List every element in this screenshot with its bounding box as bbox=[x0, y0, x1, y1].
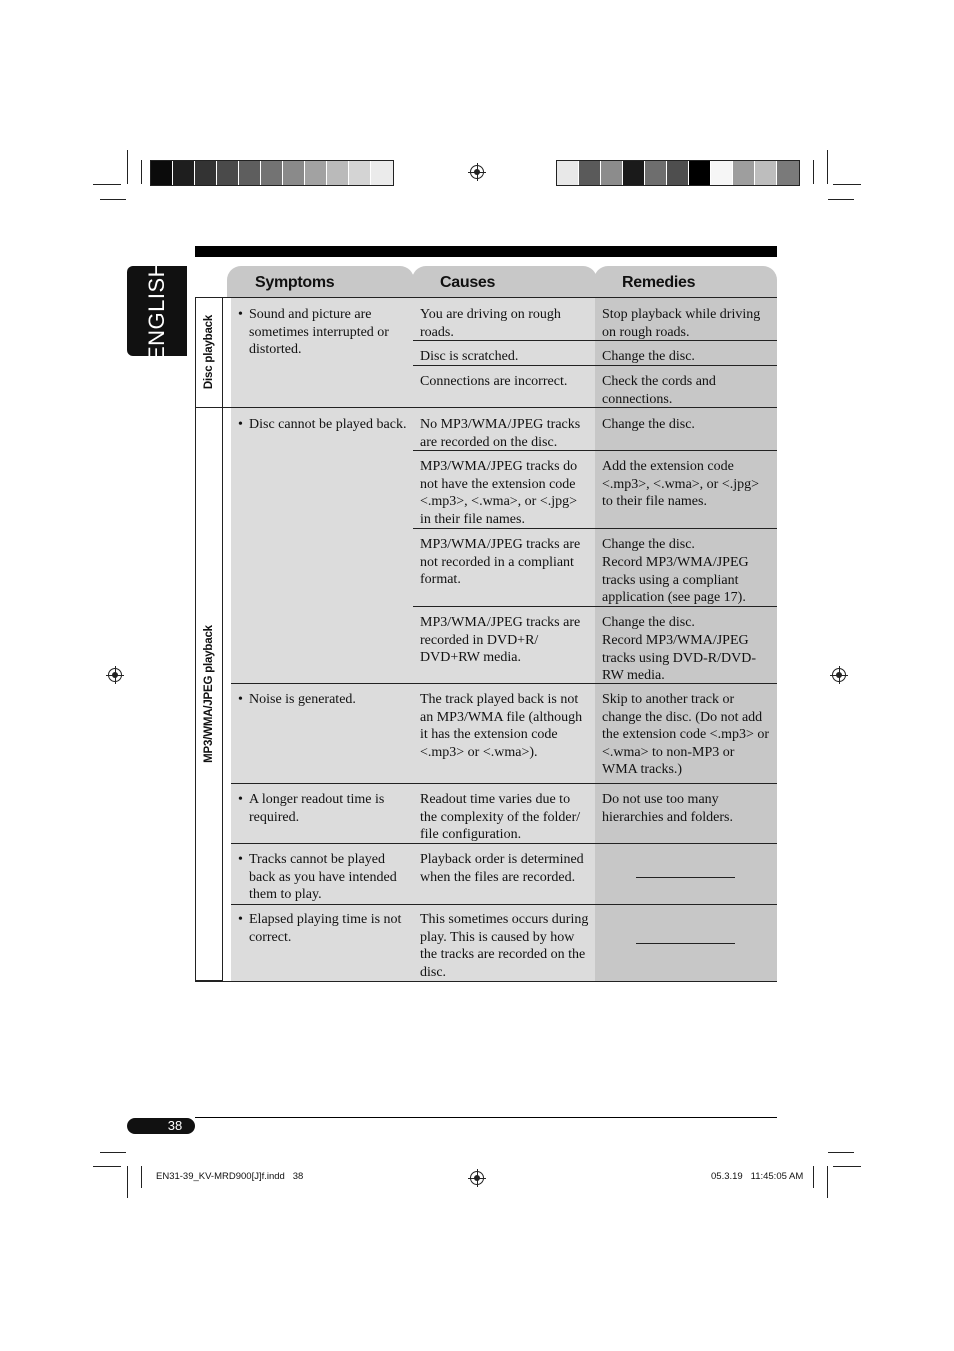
remedy-cell: Check the cords and connections. bbox=[602, 374, 716, 407]
crop-mark bbox=[828, 199, 854, 200]
symptom-cell: • Sound and picture are sometimes interrupted or distorted. bbox=[231, 301, 413, 359]
cause-cell: Connections are incorrect. bbox=[420, 374, 568, 389]
remedy-cell: Add the extension code <.mp3>, <.wma>, or <.jpg> to their file names. bbox=[602, 459, 760, 510]
crop-mark bbox=[833, 184, 861, 185]
cause-cell: The track played back is not an MP3/WMA file (although it has the extension code <.mp3> or <.wma>). bbox=[420, 692, 583, 760]
row-divider bbox=[231, 683, 777, 684]
page-number: 38 bbox=[127, 1118, 195, 1134]
symptom-cell: • Tracks cannot be played back as you have intended them to play. bbox=[231, 846, 413, 904]
crop-mark bbox=[141, 1166, 142, 1188]
registration-mark-icon bbox=[108, 668, 122, 682]
row-divider bbox=[231, 843, 777, 844]
header-underline bbox=[223, 297, 777, 298]
row-divider bbox=[231, 783, 777, 784]
section-label-mp3: MP3/WMA/JPEG playback bbox=[203, 625, 215, 763]
cause-cell: MP3/WMA/JPEG tracks are recorded in DVD+R/ DVD+RW media. bbox=[420, 615, 581, 666]
symptom-cell: • A longer readout time is required. bbox=[231, 786, 413, 826]
file-slug: EN31-39_KV-MRD900[J]f.indd 38 bbox=[156, 1171, 304, 1182]
row-divider bbox=[231, 904, 777, 905]
crop-mark bbox=[813, 1166, 814, 1188]
registration-mark-icon bbox=[832, 668, 846, 682]
crop-mark bbox=[100, 1152, 126, 1153]
cause-cell: Playback order is determined when the files are recorded. bbox=[420, 852, 584, 885]
language-label: ENGLISH bbox=[144, 260, 169, 362]
header-symptoms: Symptoms bbox=[227, 266, 414, 298]
remedy-cell: Change the disc. bbox=[602, 349, 695, 364]
remedy-cell: Skip to another track or change the disc. (Do not add the extension code <.mp3> or <.wma> to non-MP3 or WMA tracks.) bbox=[602, 692, 770, 778]
row-divider bbox=[413, 450, 777, 451]
crop-mark bbox=[827, 1166, 828, 1198]
crop-mark bbox=[93, 184, 121, 185]
cause-cell: MP3/WMA/JPEG tracks are not recorded in a compliant format. bbox=[420, 537, 581, 588]
cause-cell: Disc is scratched. bbox=[420, 349, 519, 364]
cause-cell: Readout time varies due to the complexity of the folder/ file configuration. bbox=[420, 792, 581, 843]
no-remedy-dash bbox=[636, 877, 735, 878]
crop-mark bbox=[813, 160, 814, 184]
remedy-cell: Change the disc. bbox=[602, 417, 695, 432]
remedy-cell: Stop playback while driving on rough roads. bbox=[602, 307, 761, 340]
cause-cell: MP3/WMA/JPEG tracks do not have the extension code <.mp3>, <.wma>, or <.jpg> in their file names. bbox=[420, 459, 578, 527]
registration-mark-icon bbox=[470, 1171, 484, 1185]
row-divider bbox=[413, 365, 777, 366]
header-remedies: Remedies bbox=[594, 266, 777, 298]
cause-cell: You are driving on rough roads. bbox=[420, 307, 561, 340]
no-remedy-dash bbox=[636, 943, 735, 944]
table-bottom-rule bbox=[195, 981, 777, 982]
remedy-cell-a: Change the disc. bbox=[602, 537, 695, 552]
crop-mark bbox=[127, 150, 128, 184]
crop-mark bbox=[827, 150, 828, 184]
row-divider bbox=[413, 606, 777, 607]
registration-mark-icon bbox=[470, 165, 484, 179]
crop-mark bbox=[828, 1152, 854, 1153]
footer-rule bbox=[195, 1117, 777, 1118]
crop-mark bbox=[100, 199, 126, 200]
crop-mark bbox=[833, 1166, 861, 1167]
print-timestamp: 05.3.19 11:45:05 AM bbox=[711, 1171, 804, 1182]
row-divider bbox=[413, 528, 777, 529]
troubleshooting-table bbox=[195, 297, 777, 982]
row-divider bbox=[413, 340, 777, 341]
symptom-cell: • Elapsed playing time is not correct. bbox=[231, 906, 413, 946]
cause-cell: This sometimes occurs during play. This is caused by how the tracks are recorded on the disc. bbox=[420, 912, 589, 980]
remedy-cell: Do not use too many hierarchies and folders. bbox=[602, 792, 733, 825]
cause-cell: No MP3/WMA/JPEG tracks are recorded on the disc. bbox=[420, 417, 581, 450]
crop-mark bbox=[141, 160, 142, 184]
color-bar-right bbox=[556, 160, 800, 186]
color-bar-left bbox=[150, 160, 394, 186]
section-label-disc: Disc playback bbox=[203, 314, 215, 390]
crop-mark bbox=[127, 1166, 128, 1198]
remedy-cell-b: Record MP3/WMA/JPEG tracks using a compliant application (see page 17). bbox=[602, 555, 749, 606]
symptom-cell: • Noise is generated. bbox=[231, 686, 413, 709]
language-tab bbox=[127, 260, 187, 362]
symptom-cell: • Disc cannot be played back. bbox=[231, 411, 413, 434]
remedy-cell-a: Change the disc. bbox=[602, 615, 695, 630]
remedy-cell-b: Record MP3/WMA/JPEG tracks using DVD-R/DVD-RW media. bbox=[602, 633, 756, 684]
crop-mark bbox=[93, 1166, 121, 1167]
header-causes: Causes bbox=[412, 266, 597, 298]
top-rule bbox=[195, 246, 777, 257]
